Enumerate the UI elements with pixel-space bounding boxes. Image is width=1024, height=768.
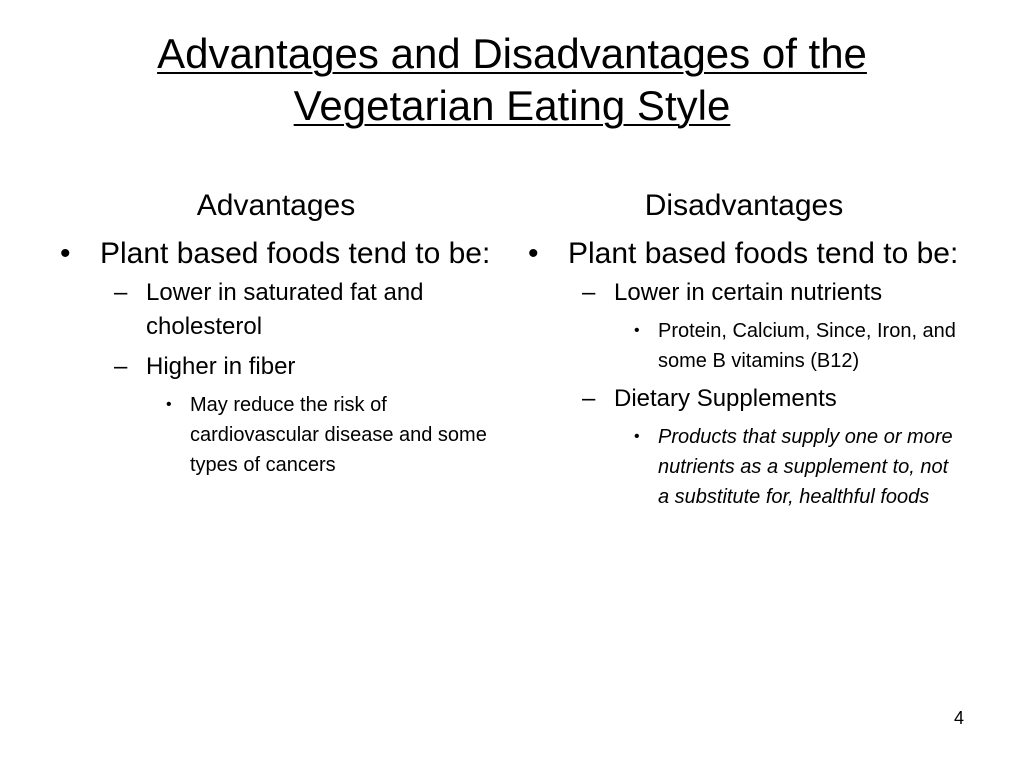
page-number: 4 [953,708,964,728]
bullet-marker: • [634,322,640,339]
slide-title: Advantages and Disadvantages of the Vegetarian Eating Style [157,30,867,129]
advantages-main-point-text: Plant based foods tend to be: [100,237,491,270]
disadvantages-main-point-text: Plant based foods tend to be: [568,237,959,270]
disadvantages-heading: Disadvantages [644,189,844,222]
advantages-main-point [56,234,496,274]
bullet-marker: • [60,237,71,270]
advantages-sub-item [56,350,496,384]
dash-marker: – [582,279,596,306]
disadvantages-main-point [524,234,964,274]
advantages-detail [56,390,496,480]
disadvantages-detail [524,422,964,512]
disadvantages-sub-item-text: Dietary Supplements [614,385,837,412]
bullet-marker: • [166,396,172,413]
disadvantages-detail-text: Products that supply one or more nutrients as a supplement to, not a substitute for, healthful foods [658,426,953,508]
advantages-sub-item-text: Higher in fiber [146,353,296,380]
bullet-marker: • [634,428,640,445]
disadvantages-sub-item-text: Lower in certain nutrients [614,279,883,306]
advantages-column [56,234,496,480]
disadvantages-detail [524,316,964,376]
advantages-heading: Advantages [196,189,356,222]
disadvantages-sub-item [524,382,964,416]
advantages-sub-item-text: Lower in saturated fat and cholesterol [146,279,424,340]
dash-marker: – [114,279,128,306]
dash-marker: – [582,385,596,412]
disadvantages-column [524,234,964,512]
bullet-marker: • [528,237,539,270]
disadvantages-sub-item [524,276,964,310]
advantages-detail-text: May reduce the risk of cardiovascular disease and some types of cancers [190,394,487,476]
disadvantages-detail-text: Protein, Calcium, Since, Iron, and some B vitamins (B12) [658,320,956,372]
dash-marker: – [114,353,128,380]
advantages-sub-item [56,276,496,344]
